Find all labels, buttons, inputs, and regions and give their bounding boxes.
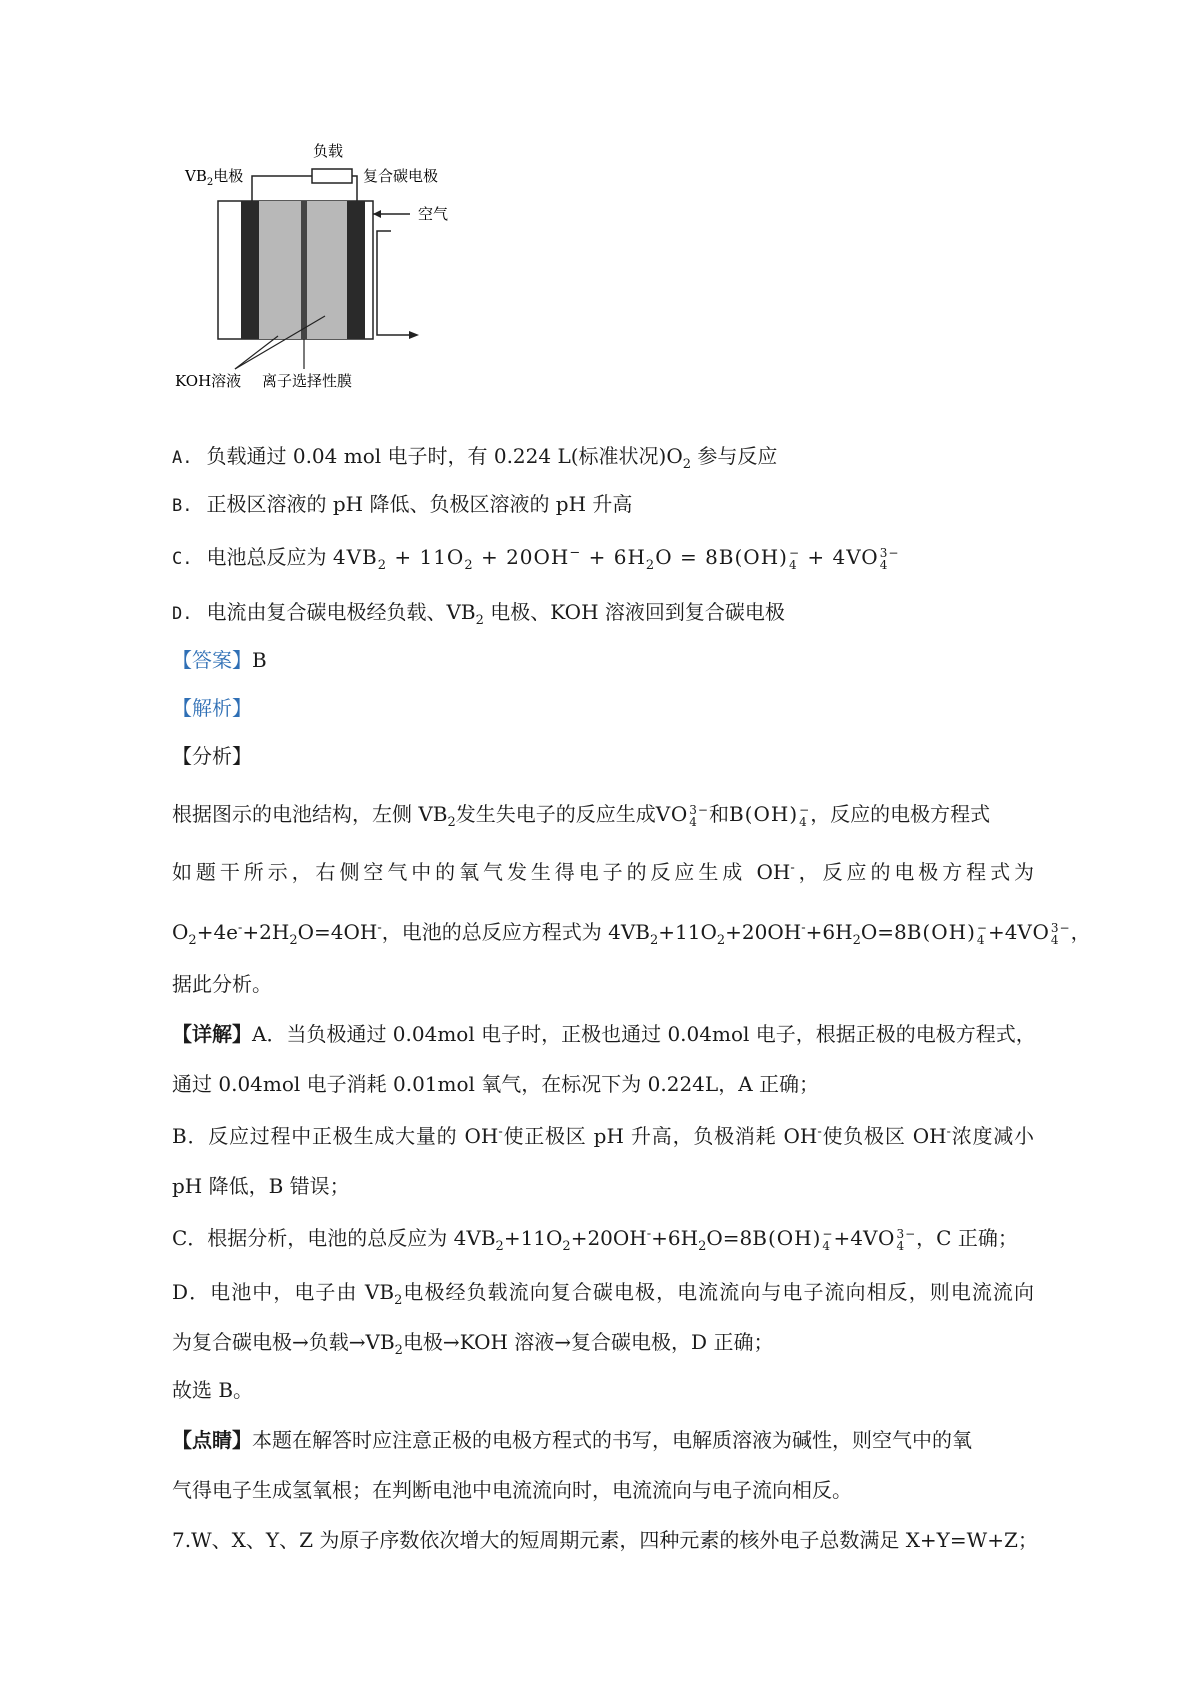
outlet-arrow-head <box>409 331 419 339</box>
air-arrow-head <box>373 210 381 218</box>
koh-label: KOH溶液 <box>175 372 242 390</box>
air-channel <box>377 231 411 335</box>
option-b: B. 正极区溶液的 pH 降低、负极区溶液的 pH 升高 <box>172 492 633 516</box>
right-electrode-label: 复合碳电极 <box>363 167 439 185</box>
answer-label: 【答案】 <box>172 648 252 672</box>
fenxi-line-3: $O_2+4e^-+2H_2O=4OH^-$，电池的总反应方程式为 $4VB_2+11O_2+20OH^-+6H_2O=8B(OH)$ − 4 +4VO 3− 4 ， <box>172 920 1091 948</box>
detail-line-1: 【详解】A．当负极通过 0.04mol 电子时，正极也通过 0.04mol 电子，根据正极的电极方程式， <box>172 1022 1036 1046</box>
ion-membrane <box>301 201 307 339</box>
detail-line-5: C．根据分析，电池的总反应为 $4VB_2+11O_2+20OH^-+6H_2O=8B(OH)$ − 4 +4VO 3− 4 ，C 正确； <box>172 1226 1018 1254</box>
fenxi-line-4: 据此分析。 <box>172 972 272 996</box>
option-c: C. 电池总反应为 $4VB_2 + 11O_2 + 20OH^- + 6H_2O = 8B(OH)$ − 4 + 4VO 3− 4 <box>172 545 900 573</box>
detail-line-8: 故选 B。 <box>172 1378 254 1402</box>
membrane-label: 离子选择性膜 <box>262 372 353 390</box>
load-label: 负载 <box>313 143 344 160</box>
detail-line-2: 通过 0.04mol 电子消耗 0.01mol 氧气，在标况下为 0.224L，A 正确； <box>172 1072 819 1096</box>
answer-value: B <box>252 648 267 672</box>
koh-solution-right <box>307 201 347 339</box>
fenxi-label: 【分析】 <box>172 744 252 768</box>
option-a: A. 负载通过 0.04 mol 电子时，有 0.224 L(标准状况)$O_2$ 参与反应 <box>172 444 778 472</box>
answer-line <box>172 646 267 674</box>
load-resistor <box>312 169 352 183</box>
tip-line-1: 【点睛】本题在解答时应注意正极的电极方程式的书写，电解质溶液为碱性，则空气中的氧 <box>172 1428 972 1452</box>
detail-line-6: D．电池中，电子由 $VB_2$电极经负载流向复合碳电极，电流流向与电子流向相反，则电流流向 <box>172 1280 1034 1308</box>
total-reaction-equation: $4VB_2 + 11O_2 + 20OH^- + 6H_2O = 8B(OH)$ − 4 + 4VO 3− 4 <box>332 545 900 573</box>
detail-line-7: 为复合碳电极→负载$\to VB_2$电极→KOH 溶液→复合碳电极，D 正确； <box>172 1330 774 1358</box>
detail-label: 【详解】 <box>172 1022 252 1046</box>
left-electrode-label: $VB_2$电极 <box>185 167 244 188</box>
fenxi-line-1: 根据图示的电池结构，左侧 $VB_2$发生失电子的反应生成VO 3− 4 和B(OH) − 4 ，反应的电极方程式 <box>172 802 991 830</box>
load-wire <box>252 176 312 201</box>
tip-line-2: 气得电子生成氢氧根；在判断电池中电流流向时，电流流向与电子流向相反。 <box>172 1478 852 1502</box>
battery-diagram <box>175 143 505 423</box>
koh-pointer-1 <box>235 336 278 369</box>
analysis-label: 【解析】 <box>172 696 252 720</box>
right-electrode <box>347 201 365 339</box>
left-electrode <box>241 201 259 339</box>
koh-solution-left <box>259 201 301 339</box>
option-d: D. 电流由复合碳电极经负载、$VB_2$ 电极、KOH 溶液回到复合碳电极 <box>172 600 785 628</box>
air-label: 空气 <box>418 205 449 223</box>
detail-line-4: pH 降低，B 错误； <box>172 1174 350 1198</box>
detail-line-3: B．反应过程中正极生成大量的 OH-使正极区 pH 升高，负极消耗 OH-使负极区 OH-浓度减小 <box>172 1124 1035 1148</box>
fenxi-line-2: 如题干所示，右侧空气中的氧气发生得电子的反应生成 OH-，反应的电极方程式为 <box>172 860 1035 884</box>
question-7: 7.W、X、Y、Z 为原子序数依次增大的短周期元素，四种元素的核外电子总数满足 X+Y=W+Z； <box>172 1528 1038 1552</box>
tip-label: 【点睛】 <box>172 1428 252 1452</box>
